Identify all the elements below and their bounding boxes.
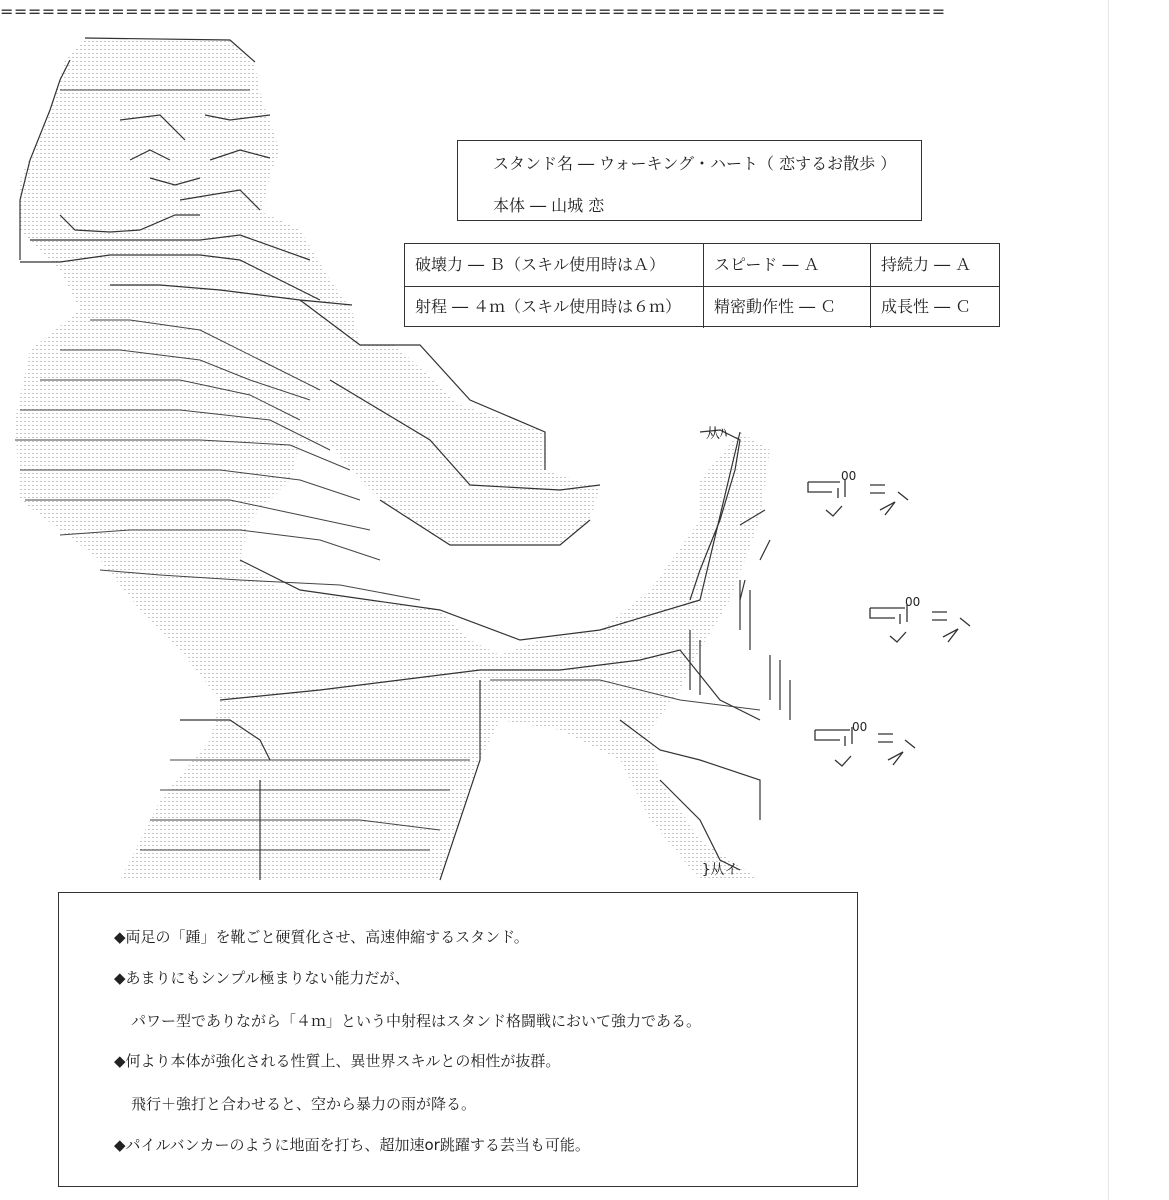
stat-precision: 精密動作性 ― Ｃ — [703, 286, 870, 328]
svg-text:00: 00 — [841, 469, 857, 483]
stat-range: 射程 ― ４ｍ（スキル使用時は６ｍ） — [415, 297, 682, 316]
description-line: 飛行＋強打と合わせると、空から暴力の雨が降る。 — [131, 1095, 477, 1113]
stand-title-box — [457, 140, 922, 221]
stand-user: 本体 ― 山城 恋 — [493, 196, 605, 215]
description-line: ◆何より本体が強化される性質上、異世界スキルとの相性が抜群。 — [114, 1052, 561, 1070]
sfx-mark-2 — [870, 605, 970, 642]
stand-name: スタンド名 ― ウォーキング・ハート（ 恋するお散歩 ） — [493, 154, 897, 173]
description-line: ◆パイルバンカーのように地面を打ち、超加速or跳躍する芸当も可能。 — [114, 1136, 590, 1154]
sfx-bottom-glyph: }从イ — [702, 862, 739, 878]
stats-row — [405, 244, 999, 287]
stat-potential: 成長性 ― Ｃ — [870, 286, 1001, 328]
right-scroll-gutter — [1108, 0, 1169, 1200]
stat-speed: スピード ― Ａ — [703, 244, 870, 286]
description-line: パワー型でありながら「４ｍ」という中射程はスタンド格闘戦において強力である。 — [131, 1012, 702, 1030]
stand-stats-table — [404, 243, 1000, 327]
svg-text:00: 00 — [905, 595, 921, 609]
ability-description-box — [58, 892, 858, 1187]
stat-durability: 持続力 ― Ａ — [870, 244, 1001, 286]
description-line: ◆あまりにもシンプル極まりない能力だが、 — [114, 969, 410, 987]
sfx-top-glyph: 从ﾊ — [706, 426, 727, 442]
sfx-mark-1 — [808, 480, 908, 516]
description-line: ◆両足の「踵」を靴ごと硬質化させ、高速伸縮するスタンド。 — [114, 928, 529, 946]
svg-text:00: 00 — [852, 720, 868, 734]
top-divider: ==================================================================== — [0, 2, 946, 21]
stat-destructive-power: 破壊力 ― Ｂ（スキル使用時はＡ） — [415, 255, 666, 274]
stats-row — [405, 286, 999, 328]
